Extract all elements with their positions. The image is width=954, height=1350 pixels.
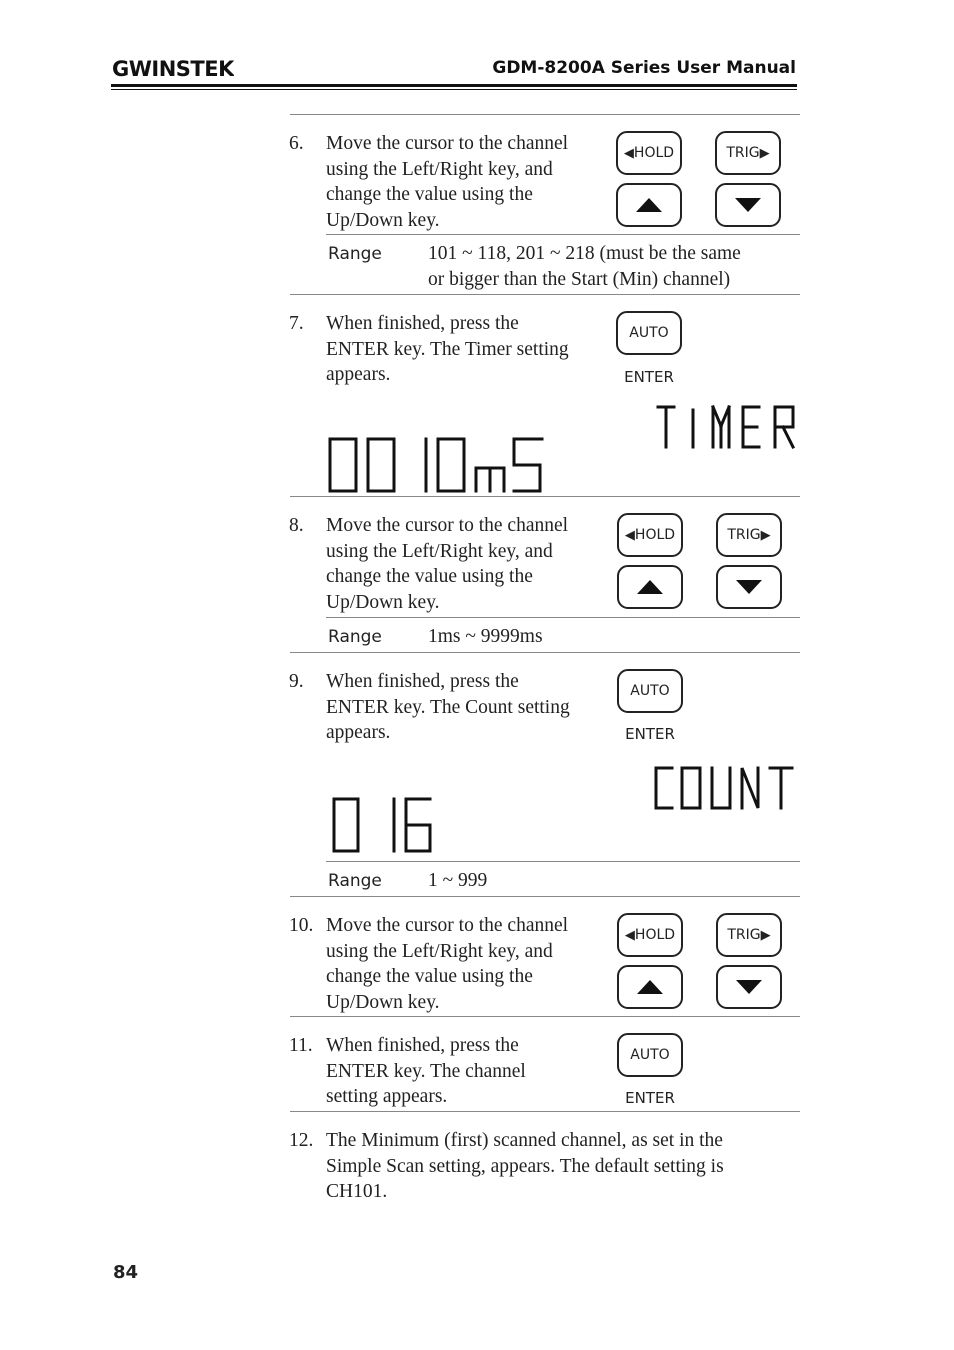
- auto-key: AUTO: [617, 1033, 683, 1077]
- range-label: Range: [328, 871, 382, 891]
- step-number: 7.: [289, 313, 304, 334]
- right-triangle-icon: ▶: [759, 145, 770, 161]
- down-arrow-key: [716, 565, 782, 609]
- divider: [290, 1111, 800, 1112]
- trig-key: TRIG ▶: [716, 913, 782, 957]
- up-arrow-icon: [636, 198, 662, 212]
- step-number: 8.: [289, 515, 304, 536]
- up-arrow-icon: [637, 980, 663, 994]
- divider: [290, 652, 800, 653]
- page-number: 84: [113, 1262, 139, 1283]
- lcd-count-value: [330, 794, 436, 856]
- up-arrow-key: [616, 183, 682, 227]
- left-triangle-icon: ◀: [624, 927, 635, 943]
- enter-label: ENTER: [625, 1089, 675, 1107]
- divider: [290, 1016, 800, 1017]
- header-rule-thin: [111, 89, 797, 90]
- down-arrow-icon: [735, 198, 761, 212]
- step-text: Move the cursor to the channel using the Left/Right key, and change the value using the Up/Down key.: [326, 133, 569, 231]
- header-rule: [111, 84, 797, 87]
- gwinstek-logo: [112, 57, 234, 81]
- auto-key: AUTO: [617, 669, 683, 713]
- divider: [290, 294, 800, 295]
- right-triangle-icon: ▶: [760, 927, 771, 943]
- step-number: 6.: [289, 133, 304, 154]
- trig-key: TRIG ▶: [715, 131, 781, 175]
- down-arrow-icon: [736, 580, 762, 594]
- lcd-timer-label: [655, 404, 800, 450]
- svg-text:GWINSTEK: GWINSTEK: [112, 57, 234, 81]
- divider: [326, 861, 800, 862]
- range-value: 101 ~ 118, 201 ~ 218 (must be the same or bigger than the Start (Min) channel): [428, 243, 741, 290]
- enter-label: ENTER: [625, 725, 675, 743]
- up-arrow-key: [617, 565, 683, 609]
- hold-key: ◀ HOLD: [617, 513, 683, 557]
- hold-key: ◀ HOLD: [616, 131, 682, 175]
- step-text: The Minimum (first) scanned channel, as set in the Simple Scan setting, appears. The default setting is CH101.: [326, 1130, 724, 1202]
- step-number: 9.: [289, 671, 304, 692]
- down-arrow-key: [716, 965, 782, 1009]
- lcd-timer-value: [326, 434, 548, 494]
- divider: [326, 234, 800, 235]
- left-triangle-icon: ◀: [624, 527, 635, 543]
- step-number: 10.: [289, 915, 314, 936]
- trig-key: TRIG ▶: [716, 513, 782, 557]
- enter-label: ENTER: [624, 368, 674, 386]
- down-arrow-key: [715, 183, 781, 227]
- step-text: When finished, press the ENTER key. The channel setting appears.: [326, 1035, 526, 1107]
- up-arrow-icon: [637, 580, 663, 594]
- step-text: When finished, press the ENTER key. The Count setting appears.: [326, 671, 570, 743]
- right-triangle-icon: ▶: [760, 527, 771, 543]
- range-value: 1 ~ 999: [428, 870, 488, 891]
- step-text: Move the cursor to the channel using the Left/Right key, and change the value using the Up/Down key.: [326, 915, 569, 1013]
- divider: [326, 617, 800, 618]
- hold-key: ◀ HOLD: [617, 913, 683, 957]
- auto-key: AUTO: [616, 311, 682, 355]
- divider: [290, 896, 800, 897]
- left-triangle-icon: ◀: [623, 145, 634, 161]
- range-label: Range: [328, 244, 382, 264]
- step-text: When finished, press the ENTER key. The Timer setting appears.: [326, 313, 569, 385]
- divider: [290, 496, 800, 497]
- step-number: 12.: [289, 1130, 314, 1151]
- step-number: 11.: [289, 1035, 313, 1056]
- lcd-count-label: [650, 764, 798, 812]
- step-text: Move the cursor to the channel using the Left/Right key, and change the value using the Up/Down key.: [326, 515, 569, 613]
- range-label: Range: [328, 627, 382, 647]
- down-arrow-icon: [736, 980, 762, 994]
- range-value: 1ms ~ 9999ms: [428, 626, 543, 647]
- divider: [290, 114, 800, 115]
- up-arrow-key: [617, 965, 683, 1009]
- manual-title: GDM-8200A Series User Manual: [492, 58, 796, 78]
